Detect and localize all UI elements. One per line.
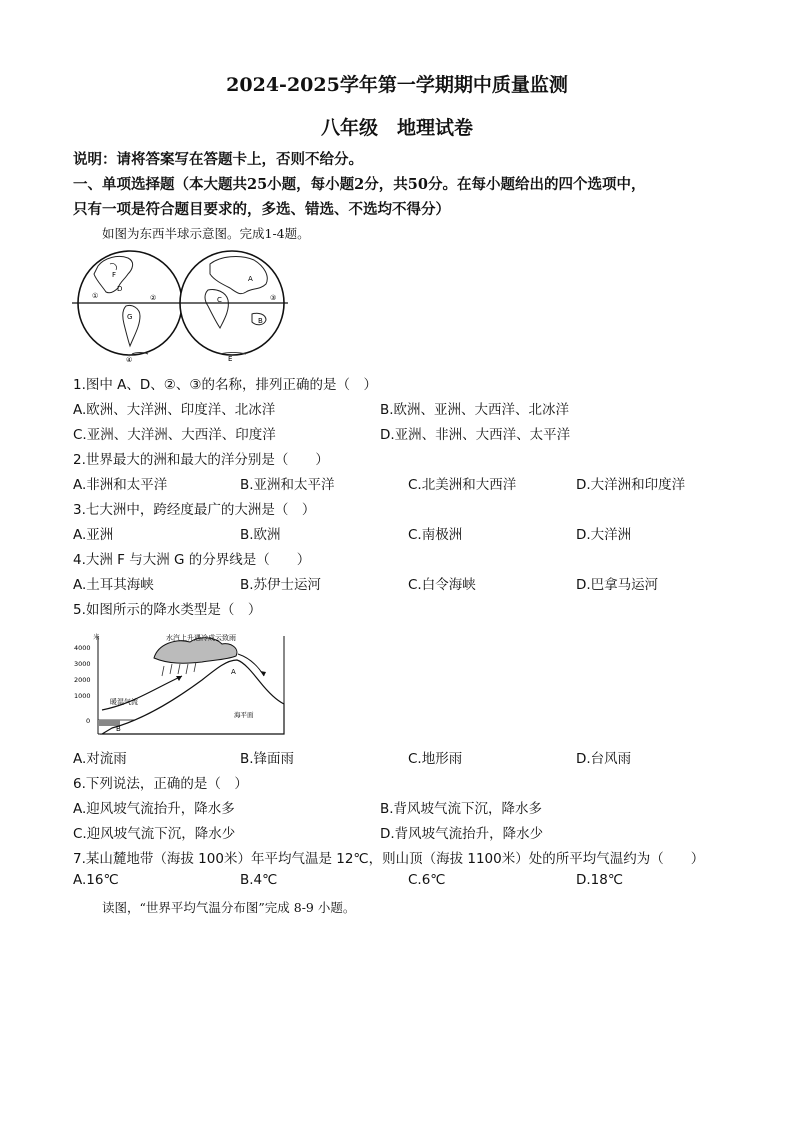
question-2-stem: 2.世界最大的洲和最大的洋分别是（ ） (73, 452, 329, 468)
question-6-stem: 6.下列说法，正确的是（ ） (73, 776, 248, 792)
tick-0: 0 (86, 717, 91, 725)
q4-option-d[interactable]: D.巴拿马运河 (576, 577, 659, 593)
unit-label: 米 (93, 633, 100, 641)
intro-1-4: 如图为东西半球示意图。完成1-4题。 (102, 226, 310, 241)
q2-option-b[interactable]: B.亚洲和太平洋 (240, 477, 335, 493)
q5-option-b[interactable]: B.锋面雨 (240, 751, 295, 767)
point-a-label: A (231, 668, 236, 676)
exam-subtitle: 八年级 地理试卷 (320, 117, 473, 139)
q6-option-b[interactable]: B.背风坡气流下沉，降水多 (380, 801, 543, 817)
q5-option-d[interactable]: D.台风雨 (576, 751, 632, 767)
q3-option-c[interactable]: C.南极洲 (408, 527, 463, 543)
q7-option-b[interactable]: B.4℃ (240, 872, 278, 888)
q4-option-b[interactable]: B.苏伊士运河 (240, 577, 322, 593)
q2-option-a[interactable]: A.非洲和太平洋 (73, 477, 168, 493)
label-f: F (112, 271, 117, 279)
exam-title: 2024-2025学年第一学期期中质量监测 (226, 74, 568, 96)
label-circle3: ③ (270, 294, 277, 302)
question-1-stem: 1.图中 A、D、②、③的名称，排列正确的是（ ） (73, 377, 378, 393)
q5-option-a[interactable]: A.对流雨 (73, 751, 127, 767)
point-b-label: B (116, 725, 121, 733)
q6-option-a[interactable]: A.迎风坡气流抬升，降水多 (73, 801, 235, 817)
q6-option-c[interactable]: C.迎风坡气流下沉，降水少 (73, 826, 236, 842)
q1-option-c[interactable]: C.亚洲、大洋洲、大西洋、印度洋 (73, 427, 276, 443)
q1-option-d[interactable]: D.亚洲、非洲、大西洋、太平洋 (380, 427, 571, 443)
tick-2000: 2000 (74, 676, 91, 684)
orographic-rain-figure (72, 630, 286, 742)
label-d: D (117, 285, 123, 293)
q3-option-d[interactable]: D.大洋洲 (576, 527, 632, 543)
hemispheres-figure (70, 244, 290, 366)
q5-option-c[interactable]: C.地形雨 (408, 751, 463, 767)
question-7-stem: 7.某山麓地带（海拔 100米）年平均气温是 12℃，则山顶（海拔 1100米）处的所平均气温约为（ ） (73, 851, 705, 867)
question-3-stem: 3.七大洲中，跨经度最广的大洲是（ ） (73, 502, 316, 518)
label-a: A (248, 275, 253, 283)
instructions: 说明：请将答案写在答题卡上，否则不给分。 (73, 151, 363, 168)
section1-line2: 只有一项是符合题目要求的，多选、错选、不选均不得分） (73, 201, 450, 218)
label-b: B (258, 317, 263, 325)
tick-4000: 4000 (74, 644, 91, 652)
q2-option-d[interactable]: D.大洋洲和印度洋 (576, 477, 686, 493)
label-circle2: ② (150, 294, 157, 302)
tick-3000: 3000 (74, 660, 91, 668)
warm-air-label: 暖湿气流 (110, 698, 138, 706)
sea-level-label: 海平面 (234, 711, 254, 719)
tick-1000: 1000 (74, 692, 91, 700)
q7-option-c[interactable]: C.6℃ (408, 872, 446, 888)
intro-8-9: 读图，“世界平均气温分布图”完成 8-9 小题。 (102, 900, 356, 915)
cloud-label: 水汽上升遇冷成云致雨 (166, 634, 236, 642)
q3-option-a[interactable]: A.亚洲 (73, 527, 114, 543)
label-circle4: ④ (126, 356, 133, 364)
q4-option-a[interactable]: A.土耳其海峡 (73, 577, 154, 593)
q7-option-d[interactable]: D.18℃ (576, 872, 624, 888)
question-5-stem: 5.如图所示的降水类型是（ ） (73, 602, 262, 618)
q7-option-a[interactable]: A.16℃ (73, 872, 119, 888)
q1-option-b[interactable]: B.欧洲、亚洲、大西洋、北冰洋 (380, 402, 570, 418)
q4-option-c[interactable]: C.白令海峡 (408, 577, 476, 593)
q3-option-b[interactable]: B.欧洲 (240, 527, 281, 543)
q6-option-d[interactable]: D.背风坡气流抬升，降水少 (380, 826, 544, 842)
label-circle1: ① (92, 292, 99, 300)
q1-option-a[interactable]: A.欧洲、大洋洲、印度洋、北冰洋 (73, 402, 276, 418)
label-c: C (217, 296, 222, 304)
label-e: E (228, 355, 233, 363)
section1-line1: 一、单项选择题（本大题共25小题，每小题2分，共50分。在每小题给出的四个选项中， (73, 176, 646, 193)
q2-option-c[interactable]: C.北美洲和大西洋 (408, 477, 517, 493)
question-4-stem: 4.大洲 F 与大洲 G 的分界线是（ ） (73, 552, 311, 568)
label-g: G (127, 313, 133, 321)
